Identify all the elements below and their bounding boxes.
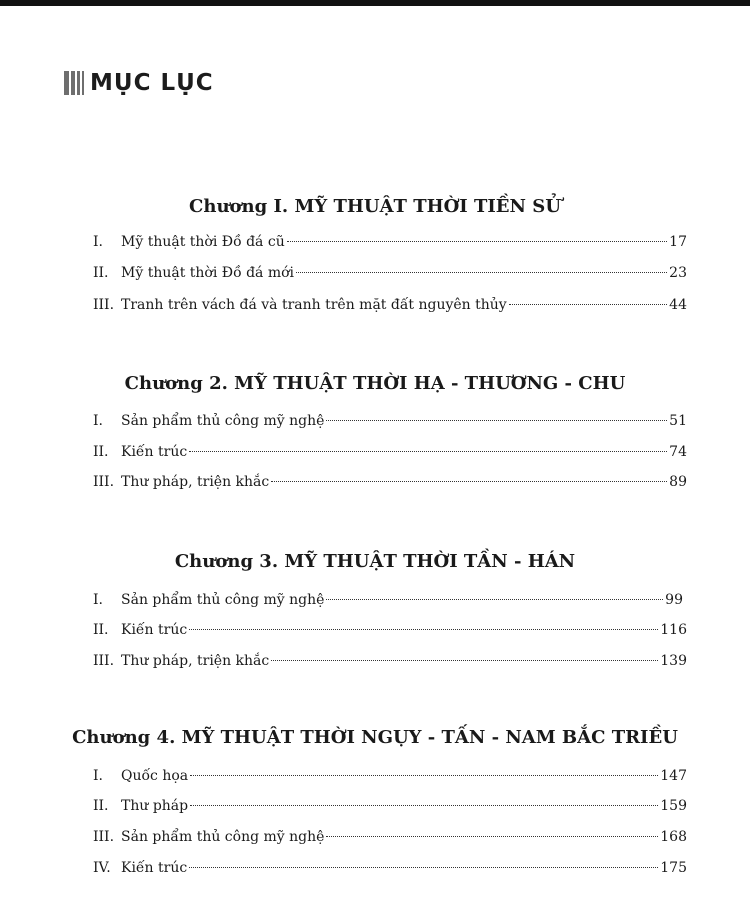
chapter-2 (0, 372, 750, 396)
entry-number: III. (93, 474, 115, 490)
toc-entry[interactable] (93, 472, 687, 492)
toc-entry[interactable] (93, 858, 687, 878)
entry-number: IV. (93, 860, 111, 876)
dot-leader (326, 420, 667, 421)
entry-page: 89 (669, 474, 687, 490)
dot-leader (271, 481, 667, 482)
entry-number: III. (93, 297, 115, 313)
toc-entry[interactable] (93, 590, 683, 610)
entry-label: Mỹ thuật thời Đồ đá cũ (121, 234, 285, 250)
chapter-4 (0, 726, 750, 750)
toc-entry[interactable] (93, 620, 687, 640)
dot-leader (271, 660, 658, 661)
chapter-3 (0, 550, 750, 574)
entry-page: 175 (660, 860, 687, 876)
entry-page: 74 (669, 444, 687, 460)
dot-leader (326, 836, 658, 837)
toc-entry[interactable] (93, 232, 687, 252)
entry-number: II. (93, 444, 109, 460)
entry-label: Tranh trên vách đá và tranh trên mặt đất nguyên thủy (121, 297, 507, 313)
chapter-title: Chương I. MỸ THUẬT THỜI TIỀN SỬ (189, 196, 561, 217)
entry-number: III. (93, 653, 115, 669)
entry-page: 147 (660, 768, 687, 784)
dot-leader (189, 629, 658, 630)
entry-number: I. (93, 234, 103, 250)
toc-heading (64, 68, 214, 98)
entry-number: II. (93, 798, 109, 814)
entry-number: II. (93, 265, 109, 281)
entry-number: II. (93, 622, 109, 638)
entry-label: Kiến trúc (121, 444, 188, 460)
entry-label: Thư pháp, triện khắc (121, 474, 270, 490)
dot-leader (509, 304, 667, 305)
dot-leader (296, 272, 667, 273)
entry-page: 168 (660, 829, 687, 845)
entry-page: 139 (660, 653, 687, 669)
toc-entry[interactable] (93, 295, 687, 315)
entry-number: I. (93, 768, 103, 784)
entry-label: Kiến trúc (121, 622, 188, 638)
toc-entry[interactable] (93, 827, 687, 847)
entry-page: 116 (660, 622, 687, 638)
chapter-title: Chương 4. MỸ THUẬT THỜI NGỤY - TẤN - NAM BẮC TRIỀU (72, 727, 678, 748)
chapter-1 (0, 195, 750, 219)
entry-page: 17 (669, 234, 687, 250)
entry-label: Kiến trúc (121, 860, 188, 876)
heading-bars-icon (64, 71, 84, 95)
dot-leader (189, 451, 667, 452)
toc-entry[interactable] (93, 442, 687, 462)
chapter-title: Chương 2. MỸ THUẬT THỜI HẠ - THƯƠNG - CHU (124, 373, 626, 394)
dot-leader (326, 599, 663, 600)
entry-page: 99 (665, 592, 683, 608)
entry-label: Sản phẩm thủ công mỹ nghệ (121, 592, 325, 608)
entry-number: I. (93, 592, 103, 608)
entry-page: 44 (669, 297, 687, 313)
entry-label: Thư pháp, triện khắc (121, 653, 270, 669)
entry-page: 51 (669, 413, 687, 429)
dot-leader (189, 867, 658, 868)
toc-entry[interactable] (93, 651, 687, 671)
entry-page: 159 (660, 798, 687, 814)
entry-number: III. (93, 829, 115, 845)
entry-label: Thư pháp (121, 798, 189, 814)
toc-entry[interactable] (93, 411, 687, 431)
toc-entry[interactable] (93, 796, 687, 816)
top-edge-bar (0, 0, 750, 6)
dot-leader (190, 775, 658, 776)
toc-entry[interactable] (93, 766, 687, 786)
entry-label: Sản phẩm thủ công mỹ nghệ (121, 413, 325, 429)
toc-entry[interactable] (93, 263, 687, 283)
entry-label: Quốc họa (121, 768, 189, 784)
entry-label: Mỹ thuật thời Đồ đá mới (121, 265, 295, 281)
dot-leader (287, 241, 667, 242)
entry-number: I. (93, 413, 103, 429)
entry-label: Sản phẩm thủ công mỹ nghệ (121, 829, 325, 845)
dot-leader (190, 805, 658, 806)
toc-heading-title: MỤC LỤC (90, 70, 214, 96)
entry-page: 23 (669, 265, 687, 281)
chapter-title: Chương 3. MỸ THUẬT THỜI TẦN - HÁN (174, 551, 576, 572)
